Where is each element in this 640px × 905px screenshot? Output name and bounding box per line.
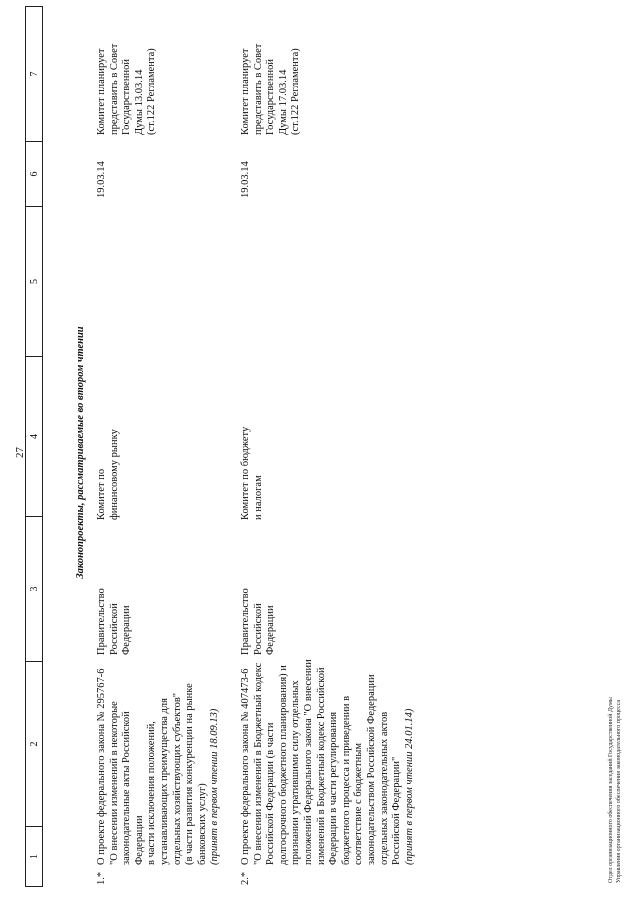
column-header-row <box>25 6 43 887</box>
first-reading-note: (принят в первом чтении 24.01.14) <box>403 708 415 865</box>
initiator: Правительство Российской Федерации <box>240 588 277 655</box>
bill-title: О проекте федерального закона № 407473-6 "О внесении изменений в Бюджетный кодекс Российской Федерации (в части долгосрочного бюджетного планирования) и признании утратившими силу отдельных положений Федерального закона "О внесении изменений в Бюджетный кодекс Российской Федерации в части регулирования бюджетного процесса и приведении в соответствие с бюджетным законодательством Российской Федерации отдельных законодательных актов Российской Федерации" <box>240 659 403 865</box>
bill-title: О проекте федерального закона № 295767-6 "О внесении изменений в некоторые законодательные акты Российской Федерации в части исключения положений, устанавливающих преимущества для отдельных хозяйствующих субъектов" (в части развития конкуренции на рынке банковских услуг) <box>96 668 208 865</box>
footer-note: Отдел организационного обеспечения заседаний Государственной Думы Управления организационного обеспечения законодательного процесса <box>608 697 622 883</box>
column-header: 5 <box>26 207 43 357</box>
first-reading-note: (принят в первом чтении 18.09.13) <box>209 708 221 865</box>
column-header: 4 <box>26 357 43 517</box>
status: Комитет планирует представить в Совет Государственной Думы 13.03.14 (ст.122 Регламента) <box>96 43 158 135</box>
column-header: 2 <box>26 662 43 827</box>
bill-title-block <box>96 660 222 865</box>
initiator: Правительство Российской Федерации <box>96 588 133 655</box>
row-number: 2.* <box>240 871 251 885</box>
date: 19.03.14 <box>96 161 107 198</box>
page-number: 27 <box>14 447 26 458</box>
responsible-committee: Комитет по финансовому рынку <box>96 429 120 520</box>
section-title: Законопроекты, рассматриваемые во втором чтении <box>75 326 86 579</box>
bill-title-block <box>240 635 416 865</box>
column-header: 7 <box>26 7 43 142</box>
responsible-committee: Комитет по бюджету и налогам <box>240 426 264 520</box>
column-header: 3 <box>26 517 43 662</box>
column-header: 1 <box>26 827 43 887</box>
column-header: 6 <box>26 142 43 207</box>
row-number: 1.* <box>96 871 107 885</box>
status: Комитет планирует представить в Совет Государственной Думы 17.03.14 (ст.122 Регламента) <box>240 43 302 135</box>
date: 19.03.14 <box>240 161 251 198</box>
